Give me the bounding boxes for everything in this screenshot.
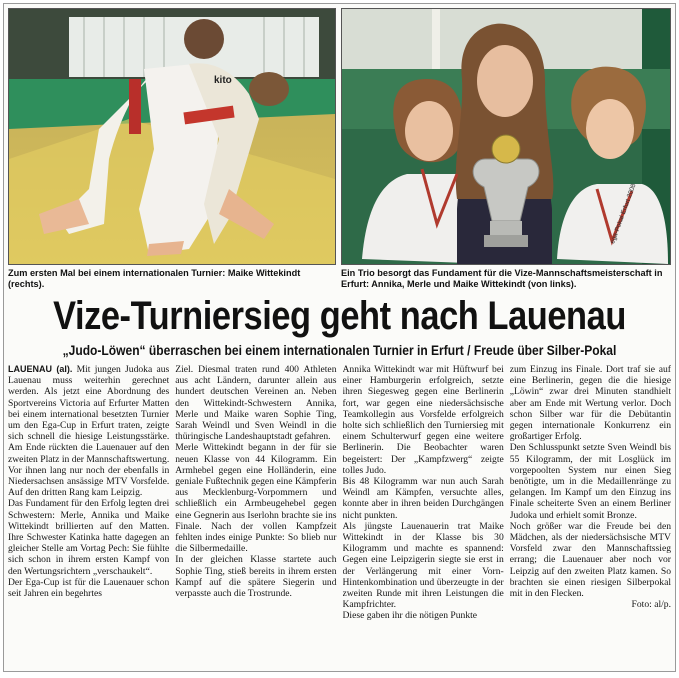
article-paragraph: Als jüngste Lauenauerin trat Maike Wittekindt in der Klasse bis 30 Kilogramm und machte es spannend: Gegen eine Leipzigerin siegte sie erst in der Verlängerung mit einer Vorn-Hintenkombination und überzeugte in der zweiten Runde mit ihren Leistungen die Kampfrichter. <box>342 520 504 611</box>
dateline: LAUENAU (al). <box>8 364 73 374</box>
photo-credit: Foto: al/p. <box>631 599 671 611</box>
article-column-2 <box>175 364 336 664</box>
article-paragraph: Das Fundament für den Erfolg legten drei Schwestern: Merle, Annika und Maike Wittekindt brillierten auf den Matten. Ihre Schwester Katinka hatte dagegen an gleicher Stelle am Vortag Pech: Sie fühlte sich schon in ihrem ersten Kampf von den Wertungsrichtern „verschaukelt“. <box>8 498 170 577</box>
article-paragraph: Den Schlusspunkt setzte Sven Weindl bis 55 Kilogramm, der mit Losglück im vorgepoolten System nur einen Sieg benötigte, um in die Medaillenränge zu gelangen. Im Kampf um den Einzug ins Finale scheiterte Sven an einem Berliner Judoka und erhielt somit Bronze. <box>509 442 671 521</box>
headline: Vize-Turniersieg geht nach Lauenau <box>53 294 626 338</box>
ribbon-text: ega-Pokal Erfurt 2008 <box>609 182 638 245</box>
caption-right: Ein Trio besorgt das Fundament für die Vize-Mannschaftsmeisterschaft in Erfurt: Annika, Merle und Maike Wittekindt (von links). <box>341 268 663 289</box>
article-paragraph: Noch größer war die Freude bei den Mädchen, als der niedersächsische MTV Vorsfeld zwar den Mannschaftssieg errang; die Lauenauer aber noch vor Leipzig auf den zweiten Platz kamen. So brachten sie einen riesigen Silberpokal mit in den Flecken. <box>509 520 671 600</box>
article-paragraph: Bis 48 Kilogramm war nun auch Sarah Weindl am Kämpfen, versuchte alles, konnte aber in ihren beiden Durchgängen nicht punkten. <box>342 476 504 521</box>
article-column-1 <box>8 364 169 664</box>
caption-left: Zum ersten Mal bei einem internationalen Turnier: Maike Wittekindt (rechts). <box>8 268 301 289</box>
newspaper-clipping <box>3 3 676 672</box>
article-paragraph: In der gleichen Klasse startete auch Sophie Ting, stieß bereits in ihrem ersten Kampf auf die spätere Siegerin und verpasste auch die Trostrunde. <box>175 554 337 600</box>
article-paragraph: Merle Wittekindt begann in der für sie neuen Klasse von 44 Kilogramm. Ein Armhebel gegen eine Holländerin, eine geniale Fußtechnik gegen eine Kämpferin aus Mecklenburg-Vorpommern und schließlich ein Armbeugehebel gegen eine Gegnerin aus Iserlohn brachte sie ins Finale. Nach der vollen Kampfzeit fehlten indes einige Punkte: So blieb nur die Silbermedaille. <box>175 442 337 555</box>
article-paragraph: Der Ega-Cup ist für die Lauenauer schon seit Jahren ein begehrtes <box>8 576 170 600</box>
article-paragraph: Annika Wittekindt war mit Hüftwurf bei einer Hamburgerin erfolgreich, setzte ihren Siegesweg gegen eine Berlinerin fort, war gegen eine niedersächsische Teamkollegin aus Vorsfelde erfolgreich holte sich schließlich den Turniersieg mit einem Schulterwurf gegen eine weitere Berlinerin. Die Beobachter waren begeistert: Der „Kampfzwerg“ zeigte tolles Judo. <box>342 364 504 476</box>
article-paragraph: Ziel. Diesmal traten rund 400 Athleten aus acht Ländern, darunter allein aus hundert deutschen Vereinen an. Neben den Wittekindt-Schwestern Annika, Merle und Maike waren Sophie Ting, Sarah Weindl und Sven Weindl in die thüringische Landeshauptstadt gefahren. <box>175 364 337 443</box>
subheadline: „Judo-Löwen“ überraschen bei einem internationalen Turnier in Erfurt / Freude über Silber-Pokal <box>62 342 617 358</box>
judo-fight-photo <box>8 8 336 265</box>
article-paragraph: zum Einzug ins Finale. Dort traf sie auf eine Berlinerin, gegen die die hiesige „Löwin“ zwar drei Minuten standhielt aber am Ende mit Wertung verlor. Doch schon Silber war für die Debütantin gegen internationale Konkurrenz ein großartiger Erfolg. <box>509 364 671 443</box>
article-column-4 <box>510 364 671 664</box>
article-body <box>8 364 671 664</box>
article-paragraph: LAUENAU (al). Mit jungen Judoka aus Lauenau muss weiterhin gerechnet werden. Als jetzt eine Abordnung des Sportvereins Victoria auf Erfurter Matten bei einem international besetzten Turnier um den Ega-Cup in Erfurt traten, zeigte sich schnell die hiesige Leistungsstärke. Am Ende rückten die Lauenauer auf den zweiten Platz in der Mannschaftswertung. Vor ihnen lang nur noch der ebenfalls in Niedersachsen ansässige MTV Vorsfelde. Auf den dritten Rang kam Leipzig. <box>8 364 170 499</box>
trio-photo <box>341 8 671 265</box>
article-paragraph: Diese gaben ihr die nötigen Punkte <box>342 610 478 622</box>
banner-text: kito <box>214 75 232 86</box>
article-column-3 <box>343 364 504 664</box>
judo-fight-image <box>9 9 335 264</box>
trio-image <box>342 9 670 264</box>
